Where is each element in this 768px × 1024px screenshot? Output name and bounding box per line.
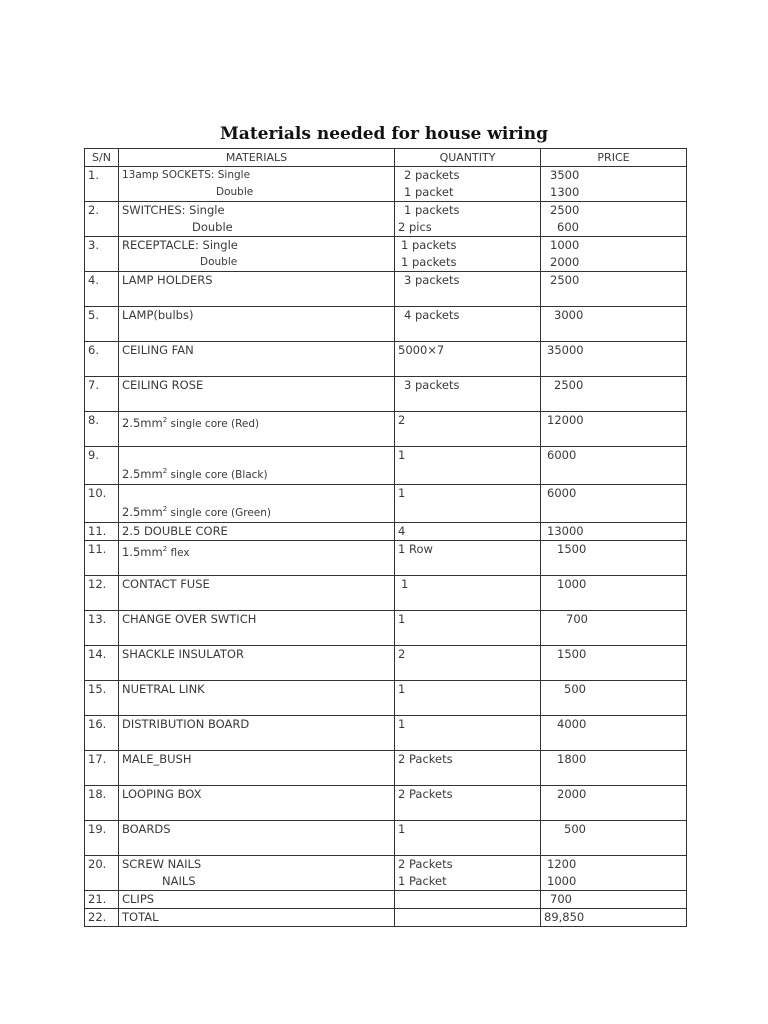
header-quantity: QUANTITY bbox=[395, 149, 541, 167]
cell-sn: 16. bbox=[85, 715, 119, 750]
price-line: 1000 bbox=[550, 238, 580, 252]
cell-quantity: 2 Packets bbox=[395, 785, 541, 820]
cell-price: 6000 bbox=[541, 484, 687, 522]
table-row bbox=[85, 645, 687, 680]
cell-quantity: 1 bbox=[395, 484, 541, 522]
cell-quantity: 4 packets bbox=[395, 307, 541, 342]
price-line: 2000 bbox=[550, 255, 580, 269]
cell-price: 3000 bbox=[541, 307, 687, 342]
cell-price: 1800 bbox=[541, 750, 687, 785]
quantity-line: 1 packets bbox=[401, 238, 457, 252]
cell-price bbox=[541, 855, 687, 890]
cell-sn: 9. bbox=[85, 447, 119, 485]
price-line: 2500 bbox=[550, 203, 580, 217]
cell-materials bbox=[119, 237, 395, 272]
materials-table bbox=[84, 148, 687, 927]
cell-materials: CONTACT FUSE bbox=[119, 575, 395, 610]
price-line: 1000 bbox=[547, 873, 577, 888]
quantity-line: 2 pics bbox=[398, 220, 432, 234]
cell-materials: CEILING FAN bbox=[119, 342, 395, 377]
cell-price: 500 bbox=[541, 680, 687, 715]
table-row bbox=[85, 820, 687, 855]
superscript: 2 bbox=[162, 467, 168, 475]
cell-quantity: 1 bbox=[395, 715, 541, 750]
cell-quantity: 3 packets bbox=[395, 272, 541, 307]
cell-quantity: 1 bbox=[395, 610, 541, 645]
cell-price: 6000 bbox=[541, 447, 687, 485]
cell-materials bbox=[119, 167, 395, 202]
cell-materials: MALE_BUSH bbox=[119, 750, 395, 785]
cell-price: 700 bbox=[541, 610, 687, 645]
cell-sn: 11. bbox=[85, 540, 119, 575]
table-row bbox=[85, 855, 687, 890]
cell-quantity: 1 bbox=[395, 575, 541, 610]
table-row bbox=[85, 890, 687, 908]
price-line: 1300 bbox=[550, 185, 580, 199]
quantity-line: 1 packets bbox=[401, 255, 457, 269]
cell-price: 12000 bbox=[541, 412, 687, 447]
cell-sn: 19. bbox=[85, 820, 119, 855]
cell-quantity: 2 bbox=[395, 412, 541, 447]
cell-sn: 13. bbox=[85, 610, 119, 645]
cell-materials bbox=[119, 447, 395, 485]
price-line: 600 bbox=[557, 220, 579, 234]
cell-quantity bbox=[395, 167, 541, 202]
cell-quantity: 5000×7 bbox=[395, 342, 541, 377]
cell-sn: 11. bbox=[85, 522, 119, 540]
cell-materials: LAMP HOLDERS bbox=[119, 272, 395, 307]
material-text: 2.5mm bbox=[122, 466, 163, 481]
cell-materials bbox=[119, 484, 395, 522]
quantity-line: 2 packets bbox=[404, 168, 460, 182]
cell-price: 89,850 bbox=[541, 908, 687, 926]
material-text: 2.5mm bbox=[122, 504, 163, 519]
page-title: Materials needed for house wiring bbox=[219, 124, 549, 144]
cell-price: 1500 bbox=[541, 540, 687, 575]
cell-price bbox=[541, 237, 687, 272]
cell-price: 2000 bbox=[541, 785, 687, 820]
cell-sn: 14. bbox=[85, 645, 119, 680]
cell-materials: CHANGE OVER SWTICH bbox=[119, 610, 395, 645]
cell-quantity: 1 Row bbox=[395, 540, 541, 575]
cell-sn: 15. bbox=[85, 680, 119, 715]
header-sn: S/N bbox=[85, 149, 119, 167]
header-materials: MATERIALS bbox=[119, 149, 395, 167]
cell-price: 4000 bbox=[541, 715, 687, 750]
cell-materials bbox=[119, 412, 395, 447]
cell-quantity bbox=[395, 202, 541, 237]
cell-sn: 2. bbox=[85, 202, 119, 237]
material-line: SWITCHES: Single bbox=[122, 203, 225, 217]
quantity-line: 2 Packets bbox=[398, 856, 453, 871]
cell-quantity: 2 bbox=[395, 645, 541, 680]
cell-price: 700 bbox=[541, 890, 687, 908]
cell-quantity bbox=[395, 855, 541, 890]
price-line: 1200 bbox=[547, 856, 577, 871]
cell-quantity: 3 packets bbox=[395, 377, 541, 412]
superscript: 2 bbox=[162, 544, 168, 553]
cell-materials bbox=[119, 855, 395, 890]
material-tail: single core (Red) bbox=[167, 417, 260, 430]
cell-sn: 4. bbox=[85, 272, 119, 307]
quantity-line: 1 Packet bbox=[398, 873, 447, 888]
cell-sn: 17. bbox=[85, 750, 119, 785]
material-text: 2.5mm bbox=[122, 415, 163, 430]
material-text: 1.5mm bbox=[122, 544, 163, 559]
material-tail: flex bbox=[167, 546, 190, 559]
quantity-line: 1 packets bbox=[404, 203, 460, 217]
cell-quantity: 1 bbox=[395, 447, 541, 485]
table-row bbox=[85, 908, 687, 926]
cell-sn: 5. bbox=[85, 307, 119, 342]
cell-quantity bbox=[395, 890, 541, 908]
cell-price bbox=[541, 202, 687, 237]
cell-materials bbox=[119, 540, 395, 575]
cell-sn: 21. bbox=[85, 890, 119, 908]
cell-quantity bbox=[395, 237, 541, 272]
material-line: 13amp SOCKETS: Single bbox=[122, 169, 251, 181]
cell-materials: SHACKLE INSULATOR bbox=[119, 645, 395, 680]
table-row bbox=[85, 167, 687, 202]
table-row bbox=[85, 447, 687, 485]
cell-quantity bbox=[395, 908, 541, 926]
table-row bbox=[85, 342, 687, 377]
cell-price: 13000 bbox=[541, 522, 687, 540]
cell-materials: 2.5 DOUBLE CORE bbox=[119, 522, 395, 540]
cell-price: 1000 bbox=[541, 575, 687, 610]
table-row bbox=[85, 237, 687, 272]
cell-price: 2500 bbox=[541, 377, 687, 412]
cell-price: 1500 bbox=[541, 645, 687, 680]
cell-sn: 3. bbox=[85, 237, 119, 272]
header-price: PRICE bbox=[541, 149, 687, 167]
cell-price: 500 bbox=[541, 820, 687, 855]
table-row bbox=[85, 202, 687, 237]
cell-sn: 10. bbox=[85, 484, 119, 522]
material-line: NAILS bbox=[162, 873, 196, 888]
table-row bbox=[85, 412, 687, 447]
cell-materials: TOTAL bbox=[119, 908, 395, 926]
cell-materials: BOARDS bbox=[119, 820, 395, 855]
cell-sn: 12. bbox=[85, 575, 119, 610]
price-line: 3500 bbox=[550, 168, 580, 182]
material-line: SCREW NAILS bbox=[122, 856, 202, 871]
table-row bbox=[85, 680, 687, 715]
cell-materials: DISTRIBUTION BOARD bbox=[119, 715, 395, 750]
material-line: RECEPTACLE: Single bbox=[122, 238, 238, 252]
quantity-line: 1 packet bbox=[404, 185, 454, 199]
cell-materials: LAMP(bulbs) bbox=[119, 307, 395, 342]
table-row bbox=[85, 377, 687, 412]
cell-quantity: 2 Packets bbox=[395, 750, 541, 785]
material-tail: single core (Black) bbox=[167, 468, 268, 481]
material-line: Double bbox=[216, 186, 254, 198]
cell-sn: 1. bbox=[85, 167, 119, 202]
material-tail: single core (Green) bbox=[167, 506, 272, 519]
material-line: Double bbox=[200, 256, 238, 268]
table-row bbox=[85, 272, 687, 307]
table-row bbox=[85, 522, 687, 540]
cell-quantity: 1 bbox=[395, 820, 541, 855]
cell-sn: 8. bbox=[85, 412, 119, 447]
cell-materials: CLIPS bbox=[119, 890, 395, 908]
cell-sn: 6. bbox=[85, 342, 119, 377]
table-row bbox=[85, 785, 687, 820]
table-row bbox=[85, 540, 687, 575]
cell-materials: LOOPING BOX bbox=[119, 785, 395, 820]
superscript: 2 bbox=[162, 504, 168, 513]
table-header-row bbox=[85, 149, 687, 167]
cell-sn: 7. bbox=[85, 377, 119, 412]
cell-materials: CEILING ROSE bbox=[119, 377, 395, 412]
table-row bbox=[85, 575, 687, 610]
cell-price bbox=[541, 167, 687, 202]
cell-quantity: 4 bbox=[395, 522, 541, 540]
cell-sn: 22. bbox=[85, 908, 119, 926]
table-row bbox=[85, 610, 687, 645]
table-row bbox=[85, 750, 687, 785]
cell-materials: NUETRAL LINK bbox=[119, 680, 395, 715]
superscript: 2 bbox=[162, 416, 168, 424]
cell-quantity: 1 bbox=[395, 680, 541, 715]
cell-sn: 18. bbox=[85, 785, 119, 820]
cell-materials bbox=[119, 202, 395, 237]
cell-price: 35000 bbox=[541, 342, 687, 377]
table-row bbox=[85, 484, 687, 522]
material-line: Double bbox=[192, 220, 233, 234]
table-row bbox=[85, 715, 687, 750]
table-row bbox=[85, 307, 687, 342]
cell-sn: 20. bbox=[85, 855, 119, 890]
cell-price: 2500 bbox=[541, 272, 687, 307]
